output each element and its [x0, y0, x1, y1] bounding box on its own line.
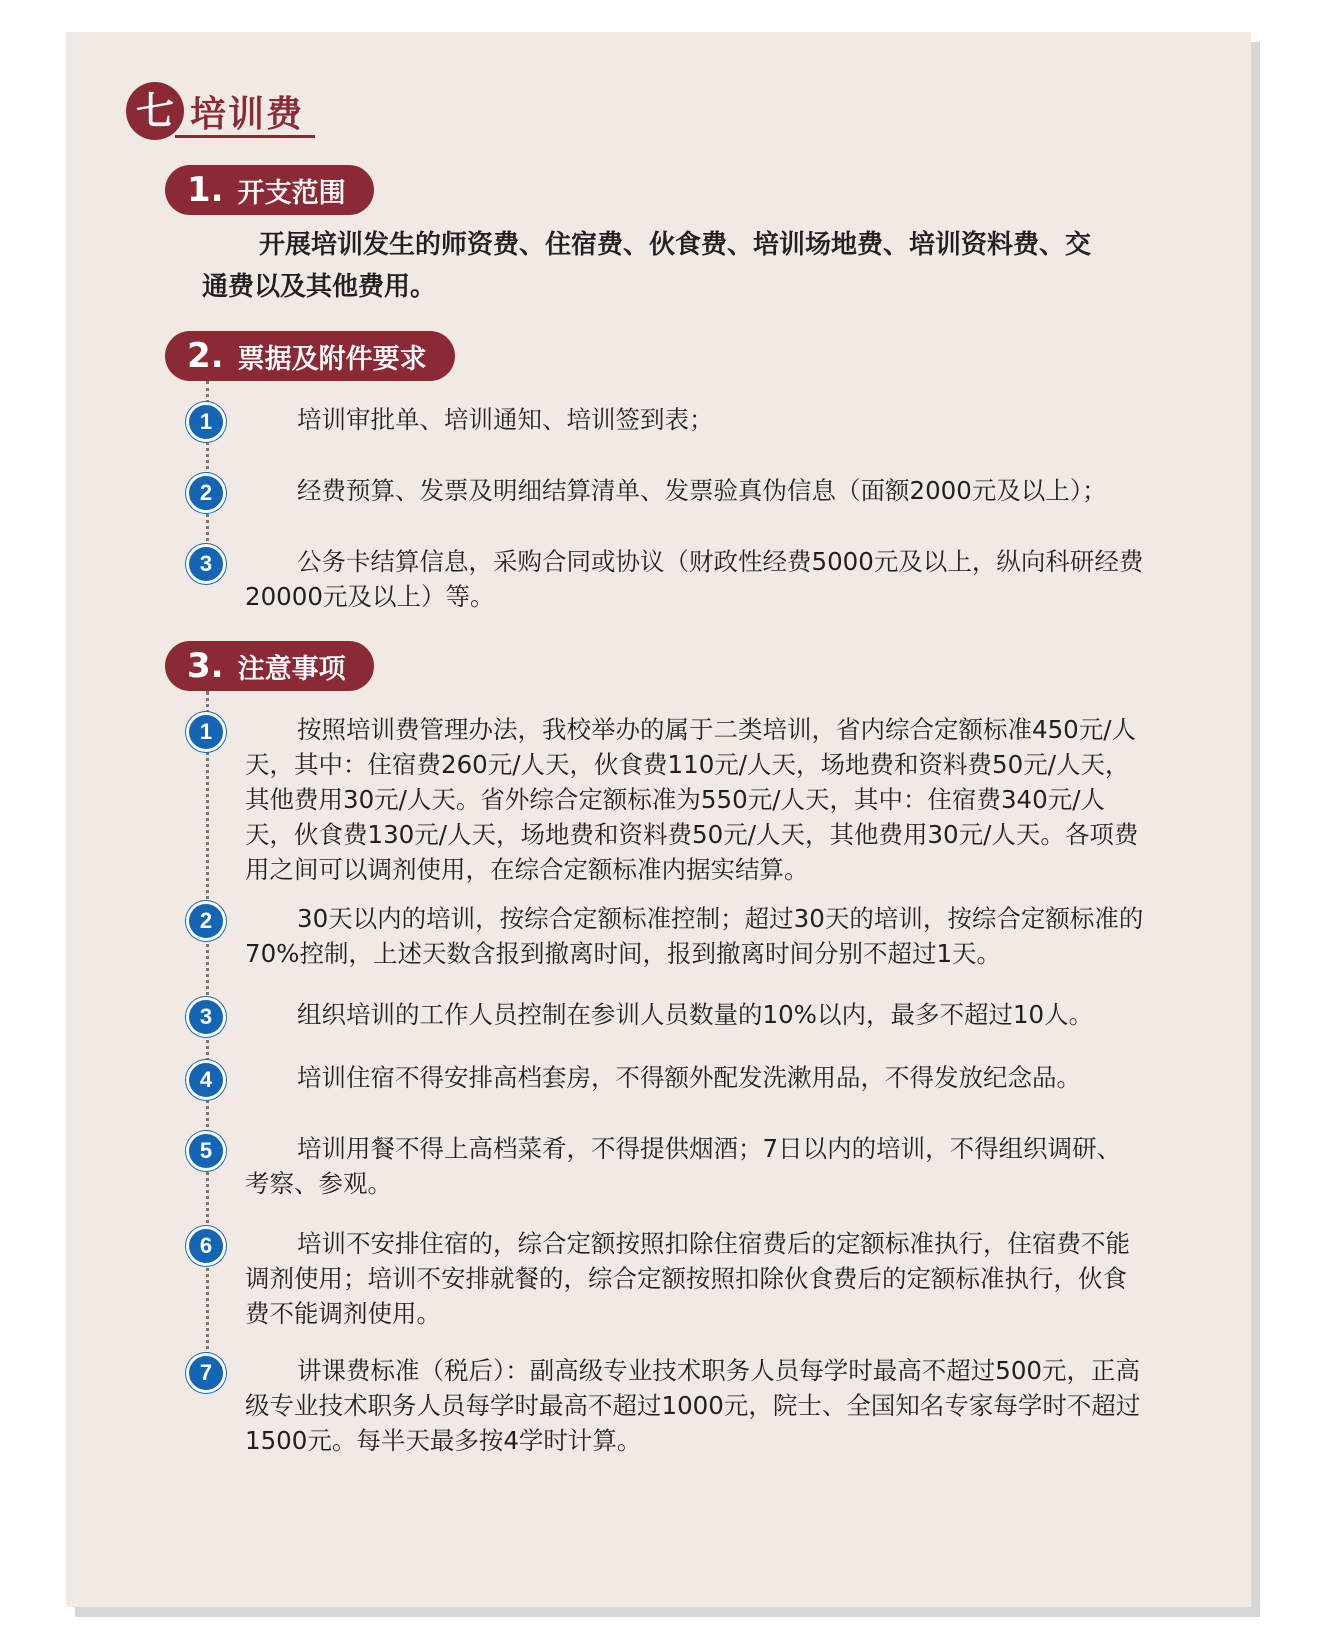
section-3-item-6: 培训不安排住宿的，综合定额按照扣除住宿费后的定额标准执行，住宿费不能调剂使用；培训不安排就餐的，综合定额按照扣除伙食费后的定额标准执行，伙食费不能调剂使用。	[245, 1229, 1130, 1328]
section-1-text: 开展培训发生的师资费、住宿费、伙食费、培训场地费、培训资料费、交通费以及其他费用。	[202, 230, 1092, 302]
section-1-label: 开支范围	[237, 177, 346, 209]
section-3-item-1: 按照培训费管理办法，我校举办的属于二类培训，省内综合定额标准450元/人天，其中：住宿费260元/人天，伙食费110元/人天，场地费和资料费50元/人天，其他费用30元/人天。省外综合定额标准为550元/人天，其中：住宿费340元/人天，伙食费130元/人天，场地费和资料费50元/人天，其他费用30元/人天。各项费用之间可以调剂使用，在综合定额标准内据实结算。	[245, 715, 1139, 884]
section-2-item-1: 培训审批单、培训通知、培训签到表；	[297, 405, 714, 434]
section-2-header	[165, 331, 455, 381]
section-2-number: 2.	[187, 336, 224, 376]
item-number-badge: 6	[186, 1226, 226, 1266]
title-underline	[175, 135, 315, 138]
item-number-badge: 3	[186, 544, 226, 584]
item-number-badge: 2	[186, 901, 226, 941]
chapter-badge: 七	[126, 82, 184, 140]
section-2-item-3: 公务卡结算信息，采购合同或协议（财政性经费5000元及以上，纵向科研经费20000元及以上）等。	[245, 547, 1144, 611]
page-title: 培训费	[190, 94, 305, 135]
section-3-item-2: 30天以内的培训，按综合定额标准控制；超过30天的培训，按综合定额标准的70%控制，上述天数含报到撤离时间，报到撤离时间分别不超过1天。	[245, 904, 1144, 968]
section-3-item-7: 讲课费标准（税后）：副高级专业技术职务人员每学时最高不超过500元，正高级专业技术职务人员每学时最高不超过1000元，院士、全国知名专家每学时不超过1500元。每半天最多按4学时计算。	[245, 1356, 1141, 1455]
item-number-badge: 1	[186, 402, 226, 442]
section-3-item-3: 组织培训的工作人员控制在参训人员数量的10%以内，最多不超过10人。	[297, 1000, 1094, 1029]
section-3-number: 3.	[187, 646, 224, 686]
section-2-label: 票据及附件要求	[237, 343, 427, 375]
section-3-item-5: 培训用餐不得上高档菜肴，不得提供烟酒；7日以内的培训，不得组织调研、考察、参观。	[245, 1134, 1122, 1198]
section-1-number: 1.	[187, 170, 224, 210]
section-3-header	[165, 641, 374, 691]
section-3-item-4: 培训住宿不得安排高档套房，不得额外配发洗漱用品，不得发放纪念品。	[297, 1063, 1081, 1092]
item-number-badge: 2	[186, 473, 226, 513]
section-2-item-2: 经费预算、发票及明细结算清单、发票验真伪信息（面额2000元及以上）；	[297, 476, 1107, 505]
item-number-badge: 4	[186, 1060, 226, 1100]
item-number-badge: 3	[186, 997, 226, 1037]
section-1-header	[165, 165, 374, 215]
item-number-badge: 5	[186, 1131, 226, 1171]
item-number-badge: 7	[186, 1353, 226, 1393]
section-3-label: 注意事项	[237, 653, 346, 685]
item-number-badge: 1	[186, 712, 226, 752]
